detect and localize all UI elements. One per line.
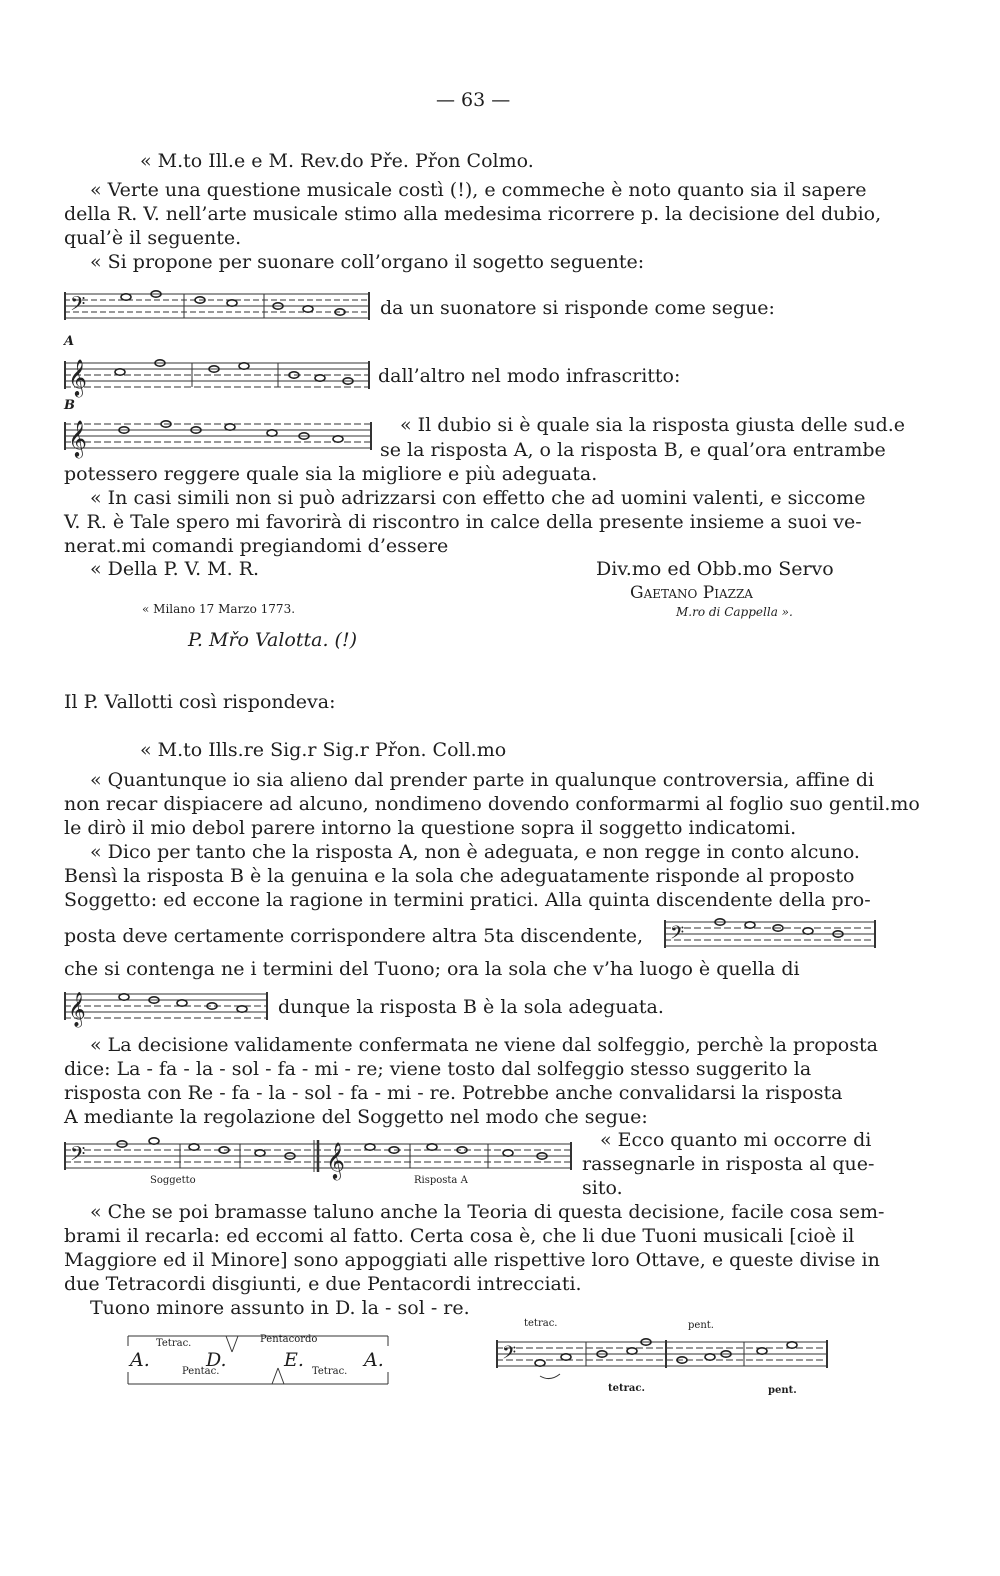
letter2-p2-line6: dunque la risposta B è la sola adeguata. [278, 996, 664, 1018]
label-b: B [64, 398, 75, 413]
bass-clef-icon: 𝄢 [70, 292, 86, 320]
letter1-p2: « Si propone per suonare coll’organo il sogetto seguente: [90, 251, 645, 273]
final-staff-bottom-left: tetrac. [608, 1383, 645, 1394]
letter1-p1-line2: della R. V. nell’arte musicale stimo alla medesima ricorrere p. la decisione del dubio, [64, 203, 882, 225]
letter2-p4-line1: « Che se poi bramasse taluno anche la Teoria di questa decisione, facile cosa sem- [90, 1201, 885, 1223]
diagram-note-a1: A. [130, 1349, 150, 1371]
diagram-bottom-right: Tetrac. [312, 1366, 348, 1377]
soggetto-risposta-staff [64, 1136, 574, 1179]
final-staff-top-right: pent. [688, 1320, 714, 1331]
letter1-p3-line1: « Il dubio si è quale sia la risposta giusta delle sud.e [400, 414, 906, 436]
diagram-note-a2: A. [364, 1349, 384, 1371]
fifth-treble-staff [64, 988, 270, 1026]
label-risposta: Risposta A [414, 1175, 468, 1186]
letter2-p2-line2: Bensì la risposta B è la genuina e la sola che adeguatamente risponde al proposto [64, 865, 855, 887]
answer-b-staff [64, 416, 374, 456]
letter2-p5: Tuono minore assunto in D. la - sol - re. [90, 1297, 470, 1319]
after-a-text: dall’altro nel modo infrascritto: [378, 365, 681, 387]
diagram-note-e: E. [284, 1349, 304, 1371]
final-staff-top-left: tetrac. [524, 1318, 558, 1329]
letter2-p4-line2: brami il recarla: ed eccomi al fatto. Certa cosa è, che li due Tuoni musicali [cioè il [64, 1225, 855, 1247]
letter2-p2-line1: « Dico per tanto che la risposta A, non è adeguata, e non regge in conto alcuno. [90, 841, 860, 863]
letter2-p3-right-line2: rassegnarle in risposta al que- [582, 1153, 875, 1175]
letter1-p3-line2: se la risposta A, o la risposta B, e qual’ora entrambe [380, 439, 886, 461]
treble-clef-icon: 𝄞 [326, 1141, 345, 1179]
treble-clef-icon: 𝄞 [68, 358, 87, 396]
letter1-salutation: « M.to Ill.e e M. Rev.do Pře. Přon Colmo. [140, 150, 534, 172]
signature: Gaetano Piazza [630, 583, 753, 603]
letter2-p3-line4: A mediante la regolazione del Soggetto nel modo che segue: [64, 1106, 648, 1128]
letter1-p4-line3: nerat.mi comandi pregiandomi d’essere [64, 535, 449, 557]
diagram-bottom-left: Pentac. [182, 1366, 220, 1377]
answer-a-staff [64, 355, 372, 395]
signer-role: M.ro di Cappella ». [676, 605, 793, 619]
page-number: — 63 — [436, 89, 511, 111]
letter2-p4-line4: due Tetracordi disgiunti, e due Pentacordi intrecciati. [64, 1273, 582, 1295]
letter2-p4-line3: Maggiore ed il Minore] sono appoggiati alle rispettive loro Ottave, e queste divise in [64, 1249, 880, 1271]
label-a: A [64, 334, 75, 349]
closing-left: « Della P. V. M. R. [90, 558, 260, 580]
diagram-note-d: D. [206, 1349, 227, 1371]
letter1-p3-line3: potessero reggere quale sia la migliore e più adeguata. [64, 463, 598, 485]
letter2-p1-line2: non recar dispiacere ad alcuno, nondimeno dovendo conformarmi al foglio suo gentil.mo [64, 793, 920, 815]
bass-clef-icon: 𝄢 [670, 923, 685, 948]
letter1-p1-line1: « Verte una questione musicale costì (!), e commeche è noto quanto sia il sapere [90, 179, 867, 201]
letter2-p3-line3: risposta con Re - fa - la - sol - fa - mi - re. Potrebbe anche convalidarsi la risposta [64, 1082, 843, 1104]
closing-right: Div.mo ed Obb.mo Servo [596, 558, 834, 580]
letter-date: « Milano 17 Marzo 1773. [142, 602, 296, 616]
treble-clef-icon: 𝄞 [68, 992, 86, 1027]
final-staff-bottom-right: pent. [768, 1385, 797, 1396]
diagram-top-right: Pentacordo [260, 1334, 318, 1345]
fifth-bass-staff [664, 916, 878, 954]
label-soggetto: Soggetto [150, 1175, 196, 1186]
letter2-p1-line3: le dirò il mio debol parere intorno la questione sopra il soggetto indicatomi. [64, 817, 797, 839]
letter2-salutation: « M.to Ills.re Sig.r Sig.r Přon. Coll.mo [140, 739, 507, 761]
letter2-p3-line2: dice: La - fa - la - sol - fa - mi - re; viene tosto dal solfeggio stesso suggerito la [64, 1058, 812, 1080]
letter1-p4-line2: V. R. è Tale spero mi favorirà di riscontro in calce della presente insieme a suoi ve- [64, 511, 862, 533]
letter2-p2-line4: posta deve certamente corrispondere altra 5ta discendente, [64, 925, 644, 947]
treble-clef-icon: 𝄞 [68, 419, 87, 457]
after-subject-text: da un suonatore si risponde come segue: [380, 297, 775, 319]
diagram-top-left: Tetrac. [156, 1338, 192, 1349]
final-staff [496, 1336, 830, 1382]
letter2-p1-line1: « Quantunque io sia alieno dal prender parte in qualunque controversia, affine di [90, 769, 875, 791]
letter2-p3-right-line3: sito. [582, 1177, 623, 1199]
letter2-p3-line1: « La decisione validamente confermata ne viene dal solfeggio, perchè la proposta [90, 1034, 878, 1056]
bass-clef-icon: 𝄢 [70, 1142, 86, 1170]
letter1-p1-line3: qual’è il seguente. [64, 227, 242, 249]
letter2-p2-line3: Soggetto: ed eccone la ragione in termini pratici. Alla quinta discendente della pro- [64, 889, 871, 911]
letter2-p3-right-line1: « Ecco quanto mi occorre di [600, 1129, 872, 1151]
bass-clef-icon: 𝄢 [502, 1343, 517, 1368]
letter2-p2-line5: che si contenga ne i termini del Tuono; ora la sola che v’ha luogo è quella di [64, 958, 800, 980]
addressee: P. Mřo Valotta. (!) [188, 629, 357, 651]
letter1-p4-line1: « In casi simili non si può adrizzarsi con effetto che ad uomini valenti, e siccome [90, 487, 866, 509]
intro-2: Il P. Vallotti così rispondeva: [64, 691, 336, 713]
subject-staff [64, 286, 372, 326]
